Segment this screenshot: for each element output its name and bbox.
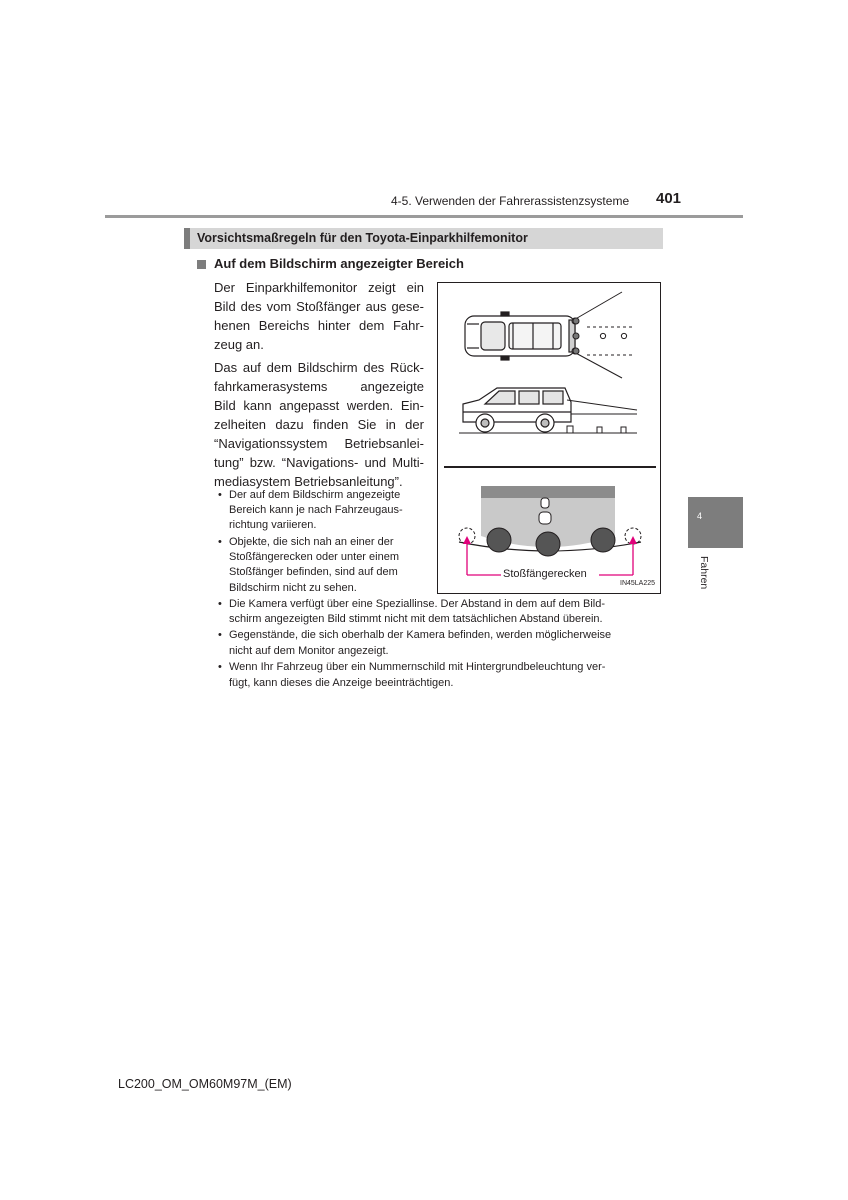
bullet-dot: • — [218, 536, 222, 548]
page-number: 401 — [656, 190, 682, 207]
square-bullet-icon — [197, 260, 206, 269]
paragraph-line: fahrkamerasystems angezeigte — [214, 379, 424, 394]
vehicle-top-view-icon — [465, 312, 575, 360]
bullet-text-line: richtung variieren. — [229, 519, 317, 531]
monitor-view-icon — [459, 486, 641, 564]
bullet-text-line: Objekte, die sich nah an einer der — [229, 536, 394, 548]
bullet-text-line: Gegenstände, die sich oberhalb der Kamera befinden, werden möglicherweise — [229, 629, 612, 641]
bullet-dot: • — [218, 598, 222, 610]
figure-code: IN45LA225 — [620, 580, 656, 587]
chapter-tab-label: Fahren — [698, 556, 710, 590]
bullet-text-line: Bildschirm nicht zu sehen. — [229, 582, 357, 594]
footer-document-id: LC200_OM_OM60M97M_(EM) — [118, 1077, 292, 1091]
paragraph-line: “Navigationssystem Betriebsanlei- — [214, 436, 424, 451]
bullet-dot: • — [218, 629, 222, 641]
bullet-text-line: fügt, kann dieses die Anzeige beeinträchtigen. — [229, 677, 454, 689]
bullet-text-line: nicht auf dem Monitor angezeigt. — [229, 645, 389, 657]
vehicle-side-view-icon — [463, 388, 571, 432]
chapter-tab-number: 4 — [697, 511, 703, 521]
figure-divider — [444, 466, 656, 468]
paragraph-line: Das auf dem Bildschirm des Rück- — [214, 360, 424, 375]
bullet-text-line: schirm angezeigten Bild stimmt nicht mit dem tatsächlichen Abstand überein. — [229, 613, 603, 625]
bullet-text-line: Wenn Ihr Fahrzeug über ein Nummernschild mit Hintergrundbeleuchtung ver- — [229, 661, 606, 673]
paragraph-line: zelheiten dazu finden Sie in der — [214, 417, 424, 432]
bullet-dot: • — [218, 661, 222, 673]
bullet-text-line: Der auf dem Bildschirm angezeigte — [229, 489, 401, 501]
bullet-text-line: Bereich kann je nach Fahrzeugaus- — [229, 504, 403, 516]
paragraph-line: Bild kann angepasst werden. Ein- — [214, 398, 424, 413]
paragraph-line: zeug an. — [214, 337, 264, 352]
bullet-text-line: Die Kamera verfügt über eine Speziallinse. Der Abstand in dem auf dem Bild- — [229, 598, 606, 610]
top-view-markers — [573, 318, 627, 354]
subsection-heading: Auf dem Bildschirm angezeigter Bereich — [214, 256, 464, 271]
figure-callout-label: Stoßfängerecken — [503, 568, 587, 580]
header-rule — [105, 215, 743, 218]
paragraph-line: mediasystem Betriebsanleitung”. — [214, 474, 403, 489]
section-heading-title: Vorsichtsmaßregeln für den Toyota-Einparkhilfemonitor — [197, 231, 528, 245]
bullet-dot: • — [218, 489, 222, 501]
section-heading-bar — [184, 228, 663, 249]
chapter-tab — [688, 497, 743, 548]
paragraph-line: Der Einparkhilfemonitor zeigt ein — [214, 280, 424, 295]
paragraph-line: henen Bereichs hinter dem Fahr- — [214, 318, 424, 333]
section-heading-marker — [184, 228, 190, 249]
rear-camera-illustration — [437, 282, 661, 594]
bullet-text-line: Stoßfänger befinden, sind auf dem — [229, 566, 398, 578]
running-header-section-title: 4-5. Verwenden der Fahrerassistenzsysteme — [391, 194, 630, 208]
paragraph-line: tung” bzw. “Navigations- und Multi- — [214, 455, 424, 470]
paragraph-line: Bild des vom Stoßfänger aus gese- — [214, 299, 424, 314]
bullet-text-line: Stoßfängerecken oder unter einem — [229, 551, 399, 563]
